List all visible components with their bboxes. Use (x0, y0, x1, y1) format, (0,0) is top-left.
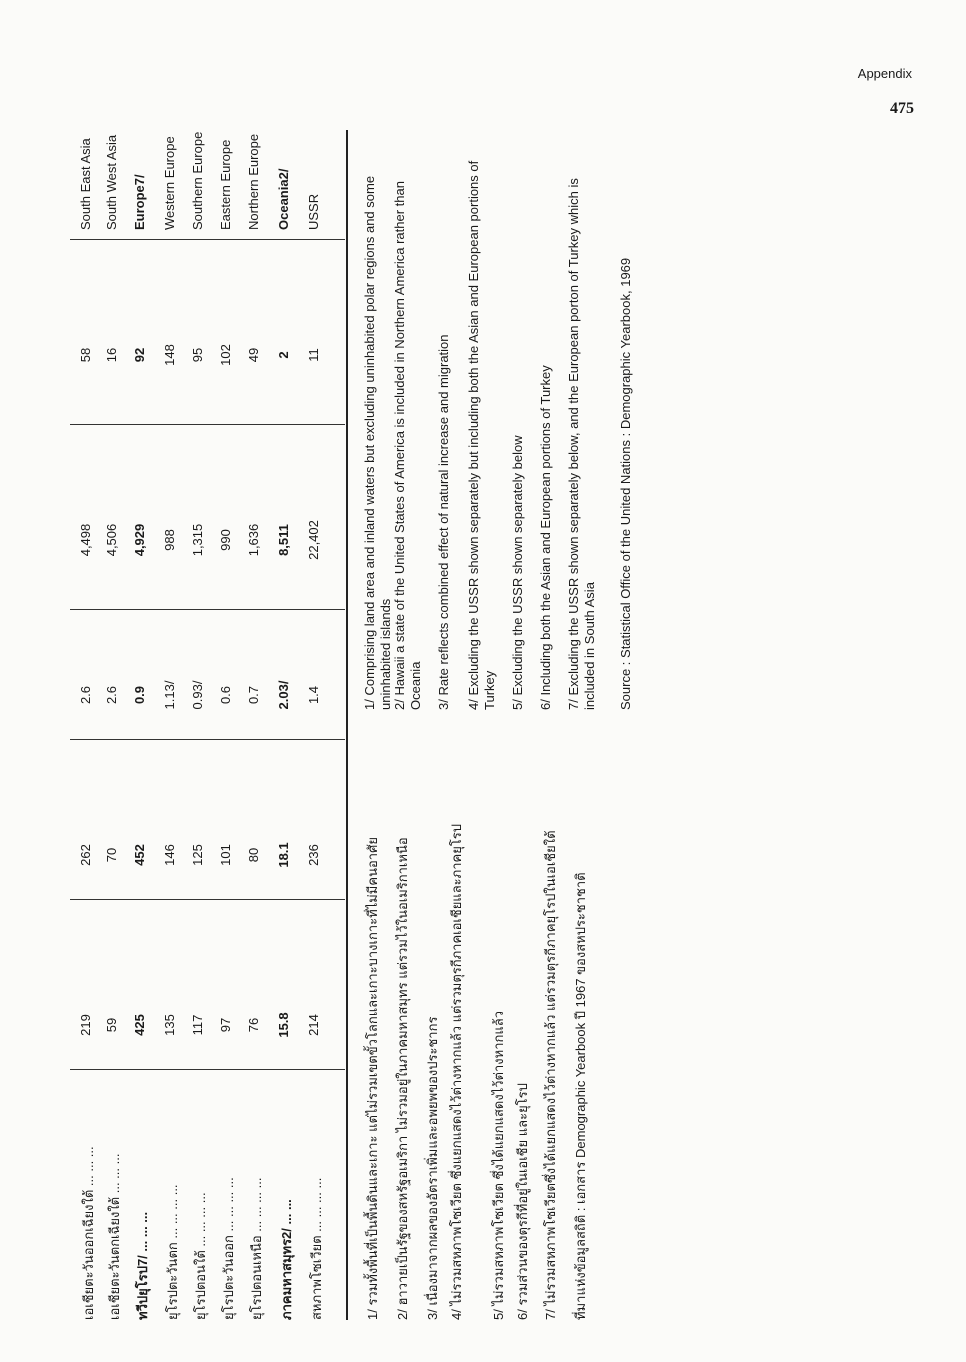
cell-c3: 0.6 (218, 685, 233, 705)
footnote-th: 5/ ไม่รวมสหภาพโซเวียต ซึ่งได้แยกแสดงไว้ต่างหากแล้ว (491, 1010, 506, 1320)
cell-th: ทวีปยุโรป7/ ... ... ... (135, 1211, 150, 1320)
cell-c5: 58 (78, 347, 93, 363)
cell-c2: 262 (78, 844, 93, 866)
cell-c1: 15.8 (276, 1012, 291, 1038)
footnote-en: 1/ Comprising land area and inland waters but excluding uninhabited polar regions and some uninhabited islands (362, 175, 393, 710)
cell-th: สหภาพโซเวียต ... ... ... ... (309, 1177, 324, 1320)
footnote-en: Source : Statistical Office of the United Nations : Demographic Yearbook, 1969 (618, 257, 633, 710)
cell-c2: 18.1 (276, 842, 291, 868)
table-row (132, 125, 158, 1320)
cell-c3: 1.4 (306, 685, 321, 705)
cell-th: ยุโรปตอนเหนือ ... ... ... ... (249, 1177, 264, 1320)
cell-c3: 0.7 (246, 685, 261, 705)
footnote-en: 5/ Excluding the USSR shown separately below (510, 435, 525, 710)
footnote-th: 4/ ไม่รวมสหภาพโซเวียต ซึ่งแยกแสดงไว้ต่างหากแล้ว แต่รวมตุรกีภาคเอเชียและภาคยุโรป (449, 823, 464, 1320)
table-row (246, 125, 272, 1320)
table-row (218, 125, 244, 1320)
cell-c2: 146 (162, 844, 177, 866)
cell-c4: 8,511 (276, 524, 291, 556)
table-row (104, 125, 130, 1320)
cell-c5: 102 (218, 344, 233, 366)
footnote-en: 4/ Excluding the USSR shown separately but including both the Asian and European portions of Turkey (466, 160, 497, 710)
cell-th: ยุโรปตะวันตก ... ... ... ... (165, 1184, 180, 1320)
cell-c3: 2.6 (78, 685, 93, 705)
cell-c1: 425 (132, 1014, 147, 1036)
footnote-th: 7/ ไม่รวมสหภาพโซเวียตซึ่งได้แยกแสดงไว้ต่างหากแล้ว แต่รวมตุรกีภาคยุโรปในเอเชียใต้ (543, 830, 558, 1320)
cell-c1: 59 (104, 1017, 119, 1033)
cell-c1: 135 (162, 1014, 177, 1036)
cell-c2: 101 (218, 844, 233, 866)
cell-en: Europe7/ (132, 174, 147, 230)
table-row (162, 125, 188, 1320)
footnote-en: 3/ Rate reflects combined effect of natural increase and migration (436, 334, 451, 710)
cell-en: South West Asia (104, 134, 119, 230)
cell-c1: 117 (190, 1014, 205, 1036)
cell-c1: 214 (306, 1014, 321, 1036)
cell-en: Northern Europe (246, 133, 261, 230)
cell-c3: 2.6 (104, 685, 119, 705)
table-row (78, 125, 104, 1320)
cell-c4: 1,636 (246, 523, 261, 557)
cell-c4: 988 (162, 529, 177, 551)
cell-c4: 990 (218, 529, 233, 551)
page-number: 475 (890, 100, 914, 117)
cell-c2: 80 (246, 847, 261, 863)
footnote-en: 2/ Hawaii a state of the United States of America is included in Northern America rather than Oceania (392, 181, 423, 710)
cell-c1: 76 (246, 1017, 261, 1033)
cell-c3: 1.13/ (162, 680, 177, 710)
cell-c4: 4,498 (78, 523, 93, 557)
cell-th: เอเชียตะวันออกเฉียงใต้ ... ... ... (81, 1146, 96, 1320)
cell-c3: 0.9 (132, 685, 147, 705)
cell-en: Oceania2/ (276, 168, 291, 230)
cell-c4: 4,929 (132, 523, 147, 557)
cell-en: South East Asia (78, 138, 93, 230)
cell-c4: 4,506 (104, 523, 119, 557)
cell-c2: 452 (132, 844, 147, 866)
rotated-table-page (70, 125, 680, 1320)
footnote-th: 6/ รวมส่วนของตุรกีที่อยู่ในเอเชีย และยุโรป (515, 1083, 530, 1320)
footnote-th: ที่มาแห่งข้อมูลสถิติ : เอกสาร Demographic Yearbook ปี 1967 ของสหประชาชาติ (573, 872, 588, 1320)
table-bottom-rule (346, 130, 348, 1320)
cell-c5: 16 (104, 347, 119, 363)
cell-c4: 22,402 (306, 520, 321, 560)
cell-c5: 148 (162, 344, 177, 366)
footnote-en: 6/ Including both the Asian and European portions of Turkey (538, 365, 553, 710)
cell-c5: 95 (190, 347, 205, 363)
cell-th: ภาคมหาสมุทร2/ ... ... (279, 1199, 294, 1320)
cell-c1: 219 (78, 1014, 93, 1036)
cell-c5: 49 (246, 347, 261, 363)
cell-en: Eastern Europe (218, 139, 233, 230)
table-row (276, 125, 302, 1320)
cell-c2: 125 (190, 844, 205, 866)
footnote-th: 2/ ฮาวายเป็นรัฐของสหรัฐอเมริกา ไม่รวมอยู่ในภาคมหาสมุทร แต่รวมไว้ในอเมริกาเหนือ (395, 837, 410, 1320)
cell-th: ยุโรปตะวันออก ... ... ... ... (221, 1177, 236, 1320)
cell-th: ยุโรปตอนใต้ ... ... ... ... (193, 1192, 208, 1320)
cell-th: เอเชียตะวันตกเฉียงใต้ ... ... ... (107, 1153, 122, 1320)
cell-c1: 97 (218, 1017, 233, 1033)
cell-c2: 236 (306, 844, 321, 866)
appendix-label: Appendix (857, 66, 912, 81)
footnote-th: 1/ รวมทั้งพื้นที่เป็นพื้นดินและเกาะ แต่ไม่รวมเขตขั้วโลกและเกาะบางเกาะที่ไม่มีคนอาศัย (365, 837, 380, 1320)
cell-en: Western Europe (162, 136, 177, 230)
footnote-en: 7/ Excluding the USSR shown separately below, and the European porton of Turkey which is included in South Asia (566, 178, 597, 710)
cell-c3: 2.03/ (276, 680, 291, 710)
footnote-th: 3/ เนื่องมาจากผลของอัตราเพิ่มและอพยพของประชากร (425, 1016, 440, 1320)
table-row (306, 125, 332, 1320)
cell-en: Southern Europe (190, 131, 205, 230)
cell-c5: 92 (132, 347, 147, 363)
cell-c5: 2 (276, 351, 291, 359)
table-row (190, 125, 216, 1320)
cell-c2: 70 (104, 847, 119, 863)
cell-en: USSR (306, 193, 321, 230)
cell-c4: 1,315 (190, 523, 205, 557)
cell-c5: 11 (306, 348, 321, 362)
cell-c3: 0.93/ (190, 680, 205, 710)
